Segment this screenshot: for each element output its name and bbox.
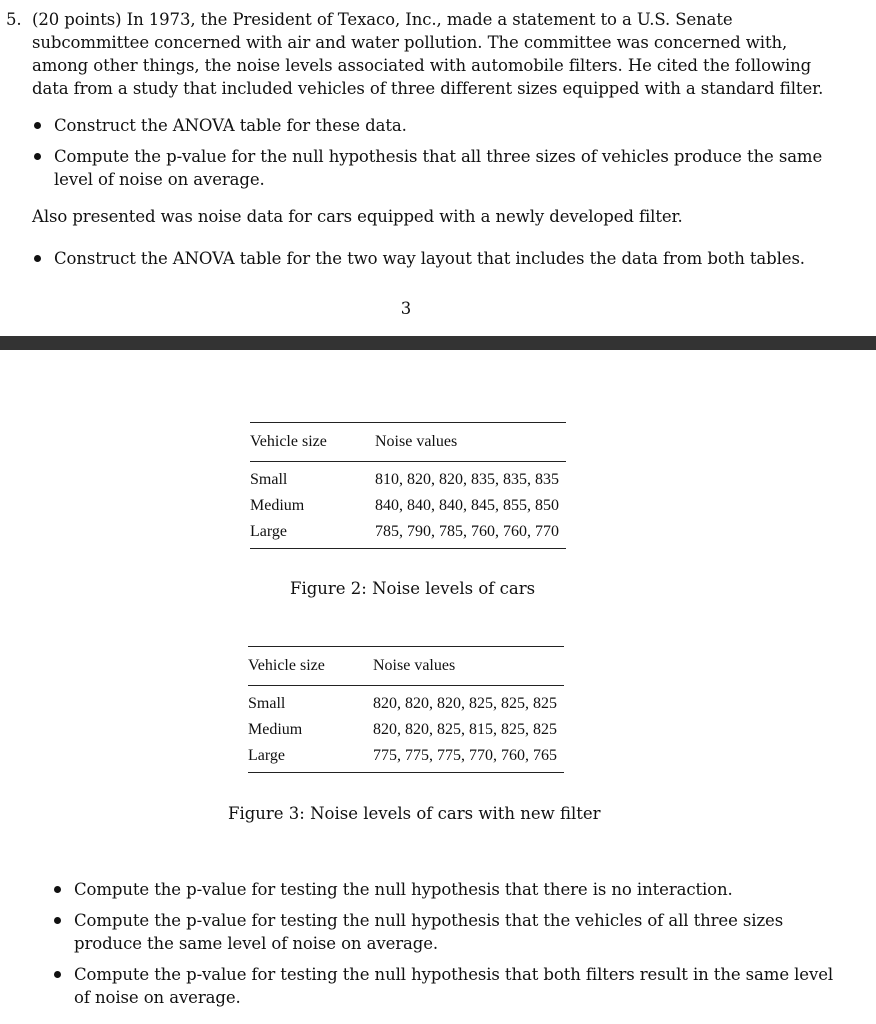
table-cell-values: 785, 790, 785, 760, 760, 770 (375, 523, 559, 540)
table-header-vehicle-size: Vehicle size (250, 433, 327, 450)
table-cell-values: 840, 840, 840, 845, 855, 850 (375, 497, 559, 514)
table-cell-values: 820, 820, 820, 825, 825, 825 (373, 695, 557, 712)
noise-table-standard-filter (250, 422, 566, 549)
table-bottom-rule (248, 772, 564, 773)
table-cell-size: Medium (248, 721, 303, 738)
table-header-rule (250, 461, 566, 462)
task-item: Compute the p-value for testing the null hypothesis that the vehicles of all three sizes produce the same level of noise on average. (52, 909, 838, 955)
table-cell-size: Large (250, 523, 288, 540)
task-item: Compute the p-value for testing the null hypothesis that both filters result in the same level of noise on average. (52, 963, 838, 1009)
noise-table-new-filter (248, 646, 564, 773)
table-top-rule (250, 422, 566, 423)
page-number: 3 (400, 299, 412, 318)
table-cell-values: 775, 775, 775, 770, 760, 765 (373, 747, 557, 764)
figure-3-caption: Figure 3: Noise levels of cars with new filter (228, 804, 601, 823)
table-cell-size: Small (250, 471, 288, 488)
table-cell-values: 820, 820, 825, 815, 825, 825 (373, 721, 557, 738)
table-header-noise-values: Noise values (373, 657, 456, 674)
task-list-1 (32, 114, 838, 191)
middle-text: Also presented was noise data for cars equipped with a newly developed filter. (32, 207, 683, 226)
table-header-rule (248, 685, 564, 686)
table-cell-size: Medium (250, 497, 305, 514)
task-item: Compute the p-value for the null hypothesis that all three sizes of vehicles produce the same level of noise on average. (32, 145, 838, 191)
task-item: Compute the p-value for testing the null hypothesis that there is no interaction. (52, 878, 838, 901)
figure-2-caption: Figure 2: Noise levels of cars (290, 579, 536, 598)
table-header-vehicle-size: Vehicle size (248, 657, 325, 674)
problem-number: 5. (6, 10, 22, 29)
table-top-rule (248, 646, 564, 647)
task-list-2 (32, 247, 838, 270)
table-bottom-rule (250, 548, 566, 549)
task-item: Construct the ANOVA table for the two way layout that includes the data from both tables. (32, 247, 838, 270)
task-list-3 (52, 878, 838, 1009)
task-item: Construct the ANOVA table for these data. (32, 114, 838, 137)
problem-intro: (20 points) In 1973, the President of Texaco, Inc., made a statement to a U.S. Senate subcommittee concerned with air and water pollution. The committee was concerned with, among other things, the noise levels associated with automobile filters. He cited the following data from a study that included vehicles of three different sizes equipped with a standard filter. (32, 10, 824, 98)
table-header-noise-values: Noise values (375, 433, 458, 450)
table-cell-values: 810, 820, 820, 835, 835, 835 (375, 471, 559, 488)
page-separator (0, 336, 876, 350)
table-cell-size: Small (248, 695, 286, 712)
table-cell-size: Large (248, 747, 286, 764)
problem-statement (6, 8, 838, 270)
